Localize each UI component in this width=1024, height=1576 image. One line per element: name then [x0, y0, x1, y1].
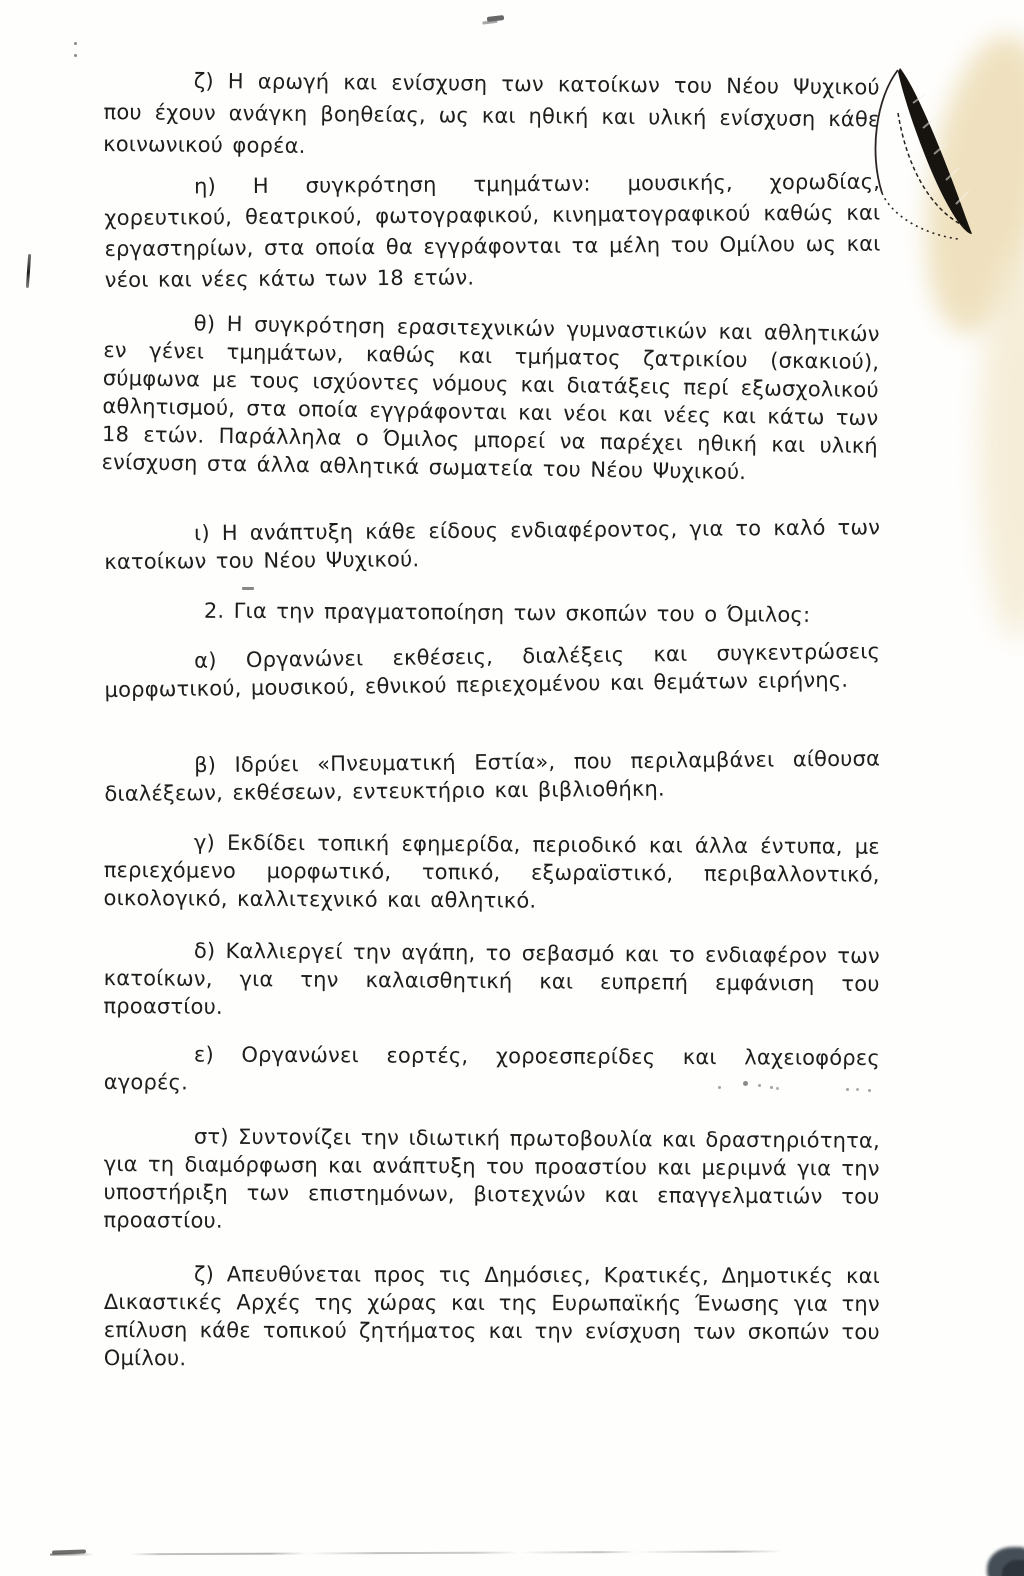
ink-blot: [868, 58, 998, 243]
corner-blob-core: [1002, 1560, 1024, 1576]
clause-gamma: γ) Εκδίδει τοπική εφημερίδα, περιοδικό και άλλα έντυπα, με περιεχόμενο μορφωτικό, τοπικό, εξωραϊστικό, περιβαλλοντικό, οικολογικό, καλλιτεχνικό και αθλητικό.: [103, 830, 880, 913]
clause-iota: ι) Η ανάπτυξη κάθε είδους ενδιαφέροντος, για το καλό των κατοίκων του Νέου Ψυχικού.: [104, 515, 881, 574]
ink-blot-hatch: [923, 118, 935, 128]
bottom-scratch-chip: [52, 1549, 86, 1554]
page-edge-shading-lower: [980, 250, 1024, 640]
clause-beta: β) Ιδρύει «Πνευματική Εστία», που περιλαμβάνει αίθουσα διαλέξεων, εκθέσεων, εντευκτήριο και βιβλιοθήκη.: [104, 746, 881, 806]
stray-colon-mark: [74, 42, 77, 45]
section-2-heading: 2. Για την πραγματοποίηση των σκοπών του ο Όμιλος:: [203, 598, 811, 627]
clause-alpha: α) Οργανώνει εκθέσεις, διαλέξεις και συγκεντρώσεις μορφωτικού, μουσικού, εθνικού περιεχομένου και θεμάτων ειρήνης.: [104, 639, 881, 702]
clause-stigma: στ) Συντονίζει την ιδιωτική πρωτοβουλία και δραστηριότητα, για τη διαμόρφωση και ανάπτυξη του προαστίου και μεριμνά για την υποστήριξη των επιστημόνων, βιοτεχνών και επαγγελματιών του προαστίου.: [103, 1124, 880, 1233]
clause-eta: η) Η συγκρότηση τμημάτων: μουσικής, χορωδίας, χορευτικού, θεατρικού, φωτογραφικού, κινηματογραφικού καθώς και εργαστηρίων, στα οποία θα εγγράφονται τα μέλη του Ομίλου ως και νέοι και νέες κάτω των 18 ετών.: [104, 169, 881, 292]
ink-blot-outline-lower: [882, 193, 958, 239]
clause-theta: θ) Η συγκρότηση ερασιτεχνικών γυμναστικών και αθλητικών εν γένει τμημάτων, καθώς και τμήματος ζατρικίου (σκακιού), σύμφωνα με τους ισχύοντες νόμους και διατάξεις περί εξωσχολικού αθλητισμού, στα οποία εγγράφονται και νέοι και νέες και κάτω των 18 ετών. Παράλληλα ο Όμιλος μπορεί να παρέχει ηθική και υλική ενίσχυση στα άλλα αθλητικά σωματεία του Νέου Ψυχικού.: [101, 311, 880, 485]
ink-blot-hatch: [913, 95, 924, 103]
ink-blot-vein: [898, 113, 964, 226]
page-edge-shading: [900, 26, 1024, 343]
bottom-scratch-line: [50, 1550, 782, 1555]
clause-zeta-2: ζ) Απευθύνεται προς τις Δημόσιες, Κρατικές, Δημοτικές και Δικαστικές Αρχές της χώρας και της Ευρωπαϊκής Ένωσης για την επίλυση κάθε τοπικού ζητήματος και την ενίσχυση των σκοπών του Ομίλου.: [103, 1262, 880, 1371]
ink-blot-band: [898, 68, 972, 234]
stray-dash-mark: [242, 587, 254, 590]
ink-blot-hatch: [934, 143, 947, 154]
clause-zeta: ζ) Η αρωγή και ενίσχυση των κατοίκων του Νέου Ψυχικού που έχουν ανάγκη βοηθείας, ως και ηθική και υλική ενίσχυση κάθε κοινωνικού φορέα.: [103, 68, 880, 158]
left-margin-pen-mark: [26, 254, 31, 288]
top-smudge-mark: [487, 15, 504, 22]
corner-blob: [987, 1547, 1024, 1576]
ink-blot-hatch: [956, 191, 969, 204]
clause-epsilon: ε) Οργανώνει εορτές, χοροεσπερίδες και λαχειοφόρες αγορές.: [103, 1042, 880, 1095]
clause-delta: δ) Καλλιεργεί την αγάπη, το σεβασμό και το ενδιαφέρον των κατοίκων, για την καλαισθητική και ευπρεπή εμφάνιση του προαστίου.: [103, 938, 880, 1019]
ink-blot-hatch: [946, 168, 959, 180]
